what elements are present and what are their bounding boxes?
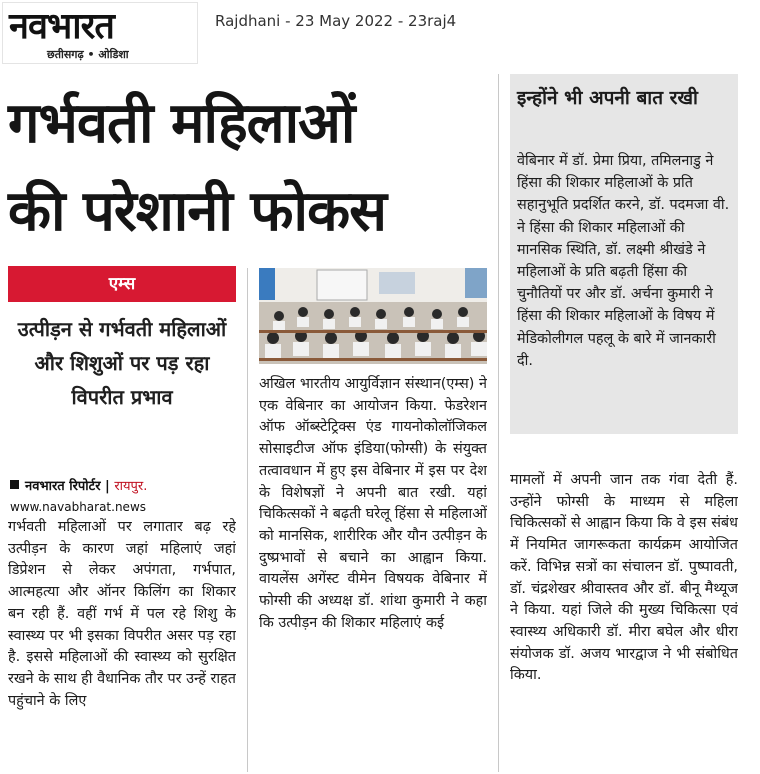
- column-divider: [498, 74, 499, 772]
- sidebar-title: इन्होंने भी अपनी बात रखी: [517, 87, 698, 109]
- headline-line-2: की परेशानी फोकस: [8, 179, 386, 244]
- article-column-1: गर्भवती महिलाओं पर लगातार बढ़ रहे उत्पीड़न के कारण जहां महिलाएं जहां डिप्रेशन से लेकर अपंगता, गर्भपात, आत्महत्या और ऑनर किलिंग का शिकार बन रही हैं. वहीं गर्भ में पल रहे शिशु के स्वास्थ्य पर भी इसका विपरीत असर पड़ रहा है. इससे महिलाओं की स्वास्थ्य को सुरक्षित रखने के साथ ही वैधानिक तौर पर उन्हें राहत पहुंचाने के लिए: [8, 519, 236, 709]
- column-divider: [247, 268, 248, 772]
- article-column-2: अखिल भारतीय आयुर्विज्ञान संस्थान(एम्स) ने एक वेबिनार का आयोजन किया. फेडरेशन ऑफ ऑब्स्टेट्रिक्स एंड गायनोकोलॉजिकल सोसाइटीज ऑफ इंडिया(फोग्सी) के संयुक्त तत्वावधान में हुए इस वेबिनार में इस पर देश के विशेषज्ञों ने अपनी बात रखी. यहां चिकित्सकों ने बढ़ती घरेलू हिंसा से महिलाओं को मानसिक, शारीरिक और यौन उत्पीड़न के दुष्प्रभावों से बचाने का आह्वान किया. वायलेंस अगेंस्ट वीमेन विषयक वेबिनार में फोग्सी की अध्यक्ष डॉ. शांथा कुमारी ने कहा कि उत्पीड़न की शिकार महिलाएं कई: [259, 376, 487, 631]
- byline: नवभारत रिपोर्टर | रायपुर.: [10, 476, 147, 494]
- dateline: Rajdhani - 23 May 2022 - 23raj4: [215, 12, 457, 30]
- article-column-3: मामलों में अपनी जान तक गंवा देती हैं. उन्होंने फोग्सी के माध्यम से महिला चिकित्सकों से आह्वान किया कि वे इस संबंध में नियमित जागरूकता कार्यक्रम आयोजित करें. विभिन्न सत्रों का संचालन डॉ. पुष्पावती, डॉ. चंद्रशेखर श्रीवास्तव और डॉ. बीनू मैथ्यूज ने किया. यहां जिले की मुख्य चिकित्सा एवं स्वास्थ्य अधिकारी डॉ. मीरा बघेल और धीरा संयोजक डॉ. अजय भारद्वाज ने भी संबोधित किया.: [510, 472, 738, 684]
- byline-reporter: नवभारत रिपोर्टर: [25, 479, 101, 494]
- subheadline: उत्पीड़न से गर्भवती महिलाओं और शिशुओं पर पड़ रहा विपरीत प्रभाव: [17, 317, 227, 409]
- edition-line: छतीसगढ़ • ओडिशा: [47, 48, 129, 61]
- byline-square-icon: [10, 480, 19, 489]
- website-link[interactable]: www.navabharat.news: [10, 500, 147, 514]
- byline-city: रायपुर.: [114, 479, 148, 494]
- headline-line-1: गर्भवती महिलाओं: [8, 91, 355, 156]
- newspaper-logo: [2, 2, 198, 64]
- sidebar-body: वेबिनार में डॉ. प्रेमा प्रिया, तमिलनाडु ने हिंसा की शिकार महिलाओं के प्रति सहानुभूति प्रदर्शित करने, डॉ. पदमजा वी. ने हिंसा की शिकार महिलाओं की मानसिक स्थिति, डॉ. लक्ष्मी श्रीखंडे ने महिलाओं के प्रति बढ़ती हिंसा की चुनौतियों पर और डॉ. अर्चना कुमारी ने हिंसा की शिकार महिलाओं के विषय में मेडिकोलीगल पहलू के बारे में जानकारी दी.: [517, 153, 730, 369]
- webinar-photo: [259, 268, 487, 364]
- logo-wordmark: नवभारत: [9, 6, 114, 47]
- section-kicker: एम्स: [8, 266, 236, 302]
- sidebar-box: [510, 74, 738, 434]
